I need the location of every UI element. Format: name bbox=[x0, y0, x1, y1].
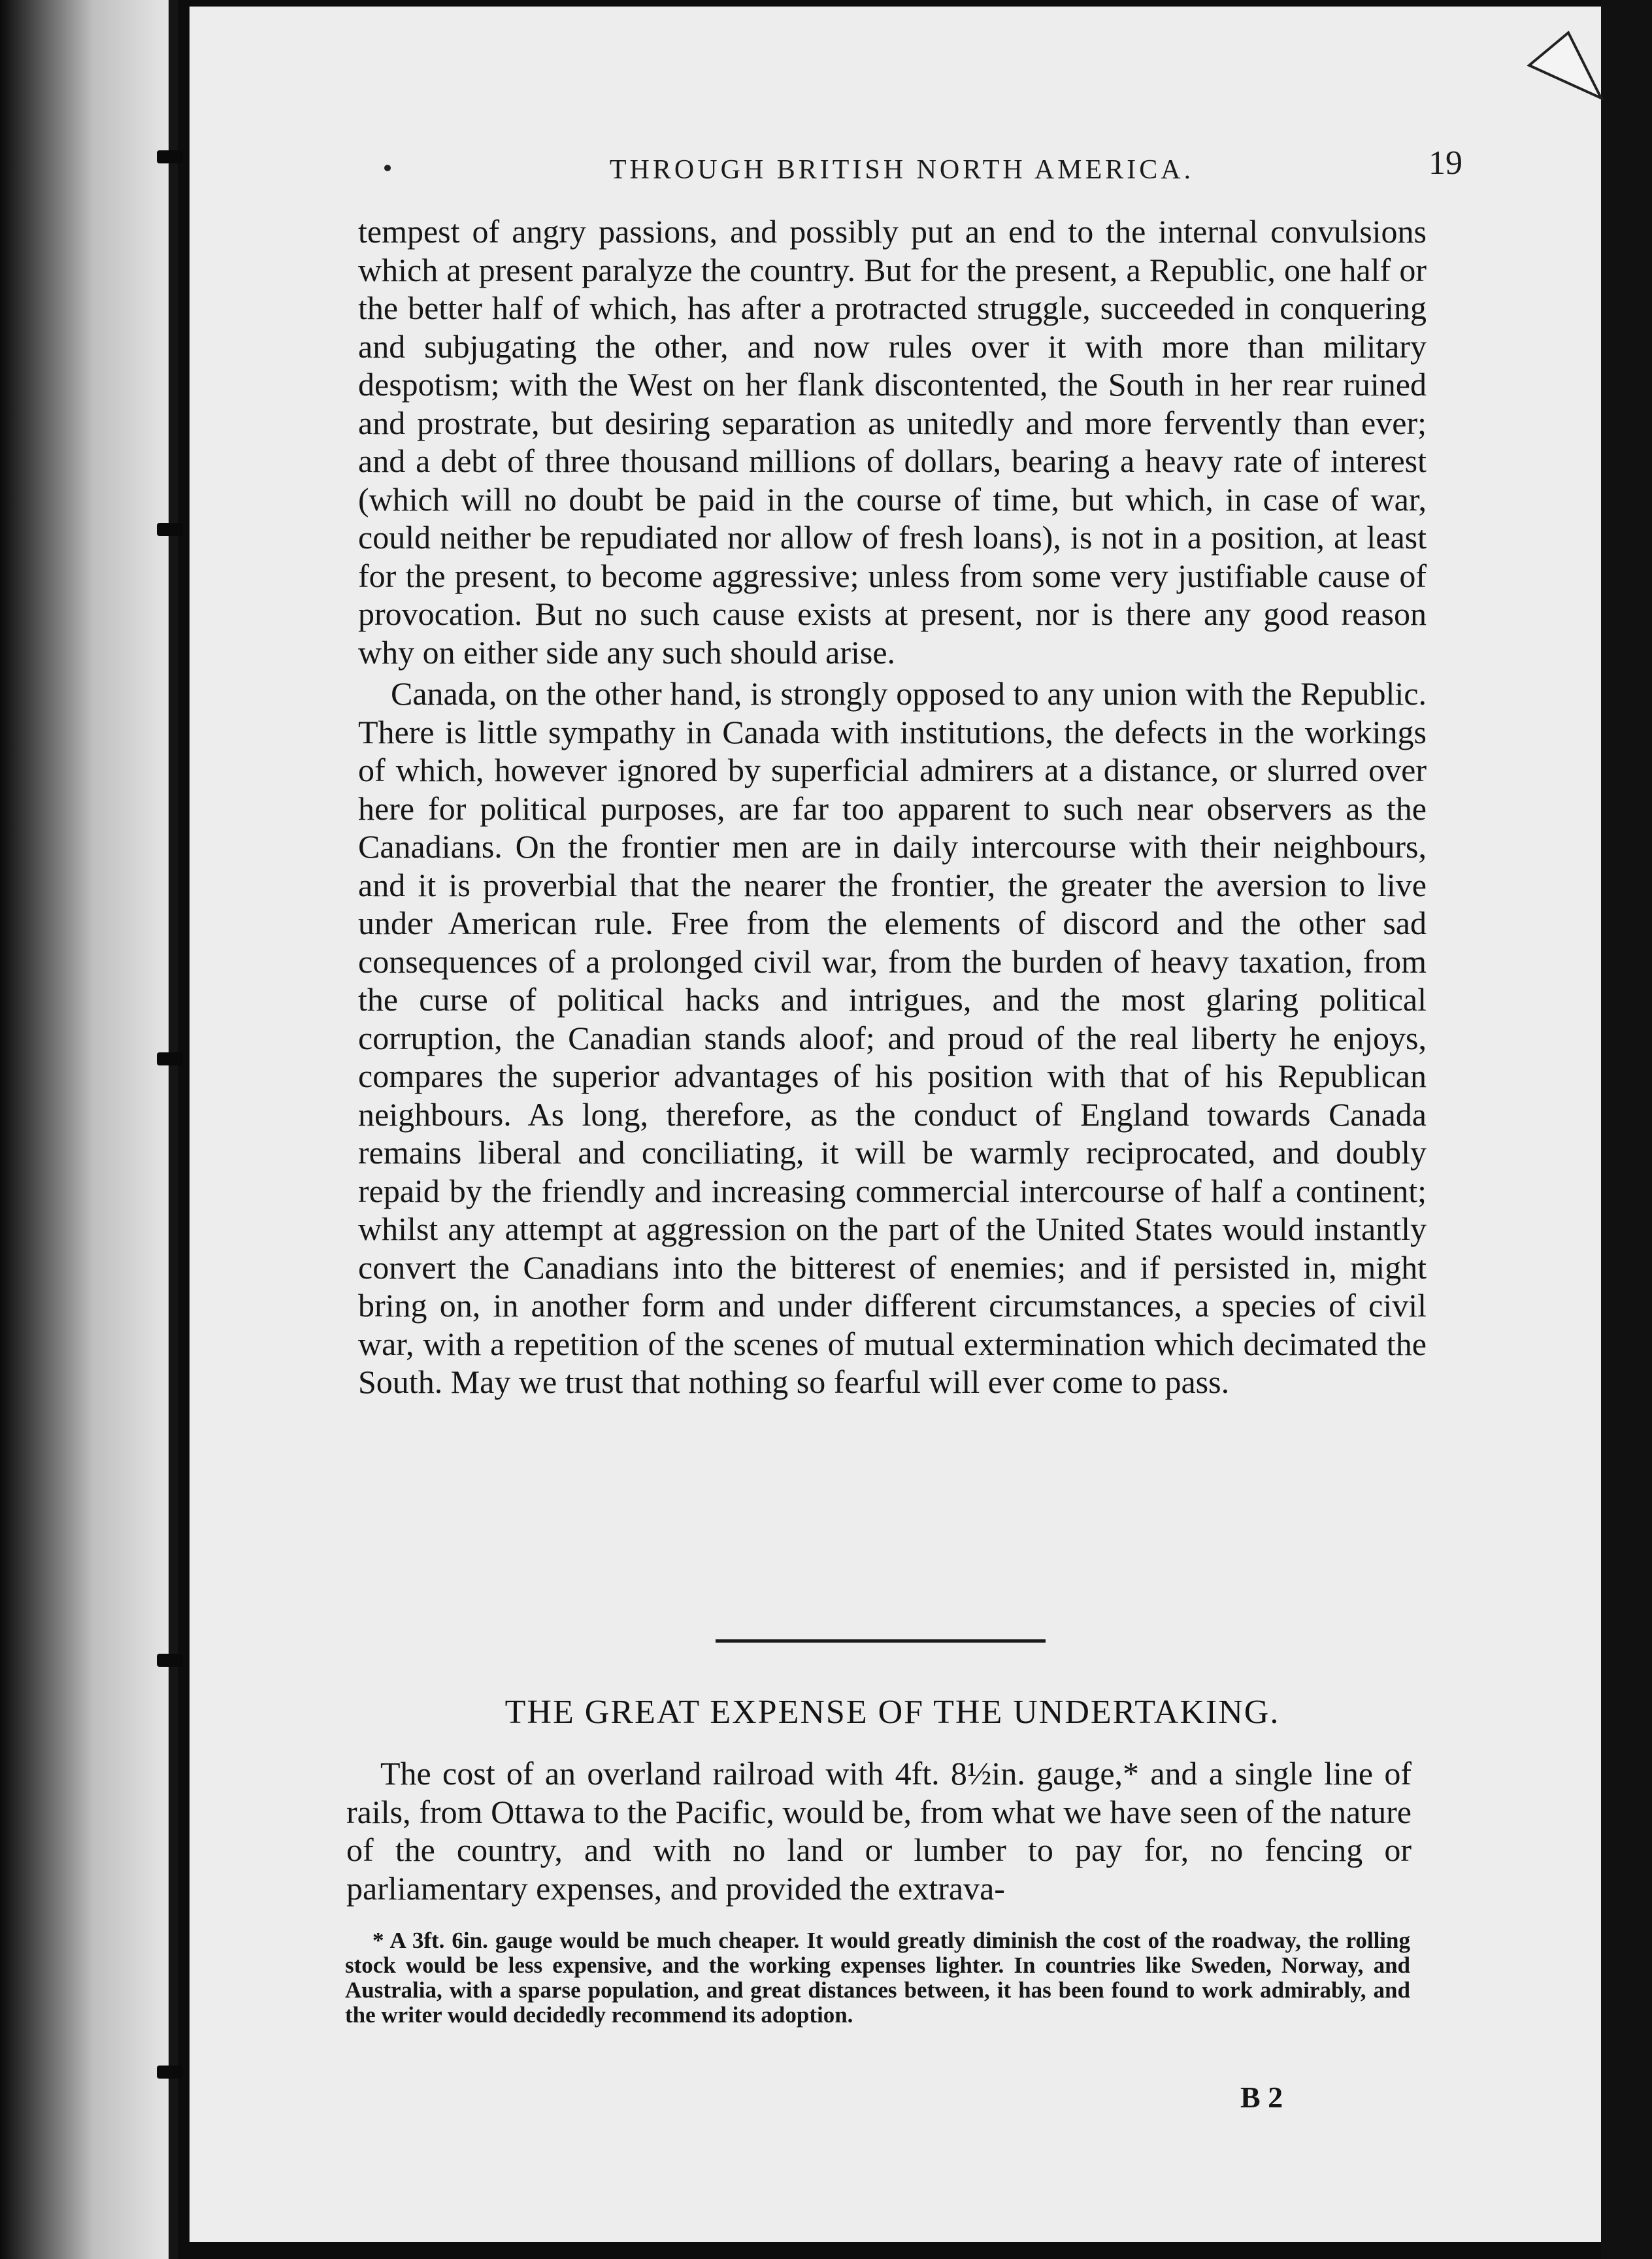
page-right-edge bbox=[1601, 0, 1652, 2259]
paragraph: The cost of an overland railroad with 4ft. 8½in. gauge,* and a single line of rails, from Ottawa to the Pacific, would be, from what we have seen of the nature of the country, and with no land or lumber to pay for, no fencing or parliamentary expenses, and provided the extrava- bbox=[346, 1755, 1412, 1907]
binding-line bbox=[169, 0, 178, 2259]
binding-stitch bbox=[157, 1052, 183, 1065]
section-divider bbox=[716, 1639, 1046, 1643]
section-body bbox=[346, 1754, 1412, 1907]
footnote-text: * A 3ft. 6in. gauge would be much cheaper. It would greatly diminish the cost of the roadway, the rolling stock would be less expensive, and the working expenses lighter. In countries like Sweden, Norway, and Australia, with a sparse population, and great distances between, it has been found to work admirably, and the writer would decidedly recommend its adoption. bbox=[345, 1928, 1410, 2028]
binding-stitch bbox=[157, 523, 183, 536]
binding-stitch bbox=[157, 2066, 183, 2079]
paragraph: tempest of angry passions, and possibly put an end to the internal convulsions which at present paralyze the country. But for the present, a Republic, one half or the better half of which, has after a protracted struggle, succeeded in conquering and subjugating the other, and now rules over it with more than military despotism; with the West on her flank discontented, the South in her rear ruined and prostrate, but desiring separation as unitedly and more fervently than ever; and a debt of three thousand millions of dollars, bearing a heavy rate of interest (which will no doubt be paid in the course of time, but which, in case of war, could neither be repudiated nor allow of fresh loans), is not in a position, at least for the present, to become aggressive; unless from some very justifiable cause of provocation. But no such cause exists at present, nor is there any good reason why on either side any such should arise. bbox=[358, 213, 1427, 671]
body-text bbox=[358, 212, 1427, 1401]
folded-corner-icon bbox=[1523, 26, 1608, 124]
paragraph: Canada, on the other hand, is strongly opposed to any union with the Republic. There is little sympathy in Canada with institutions, the defects in the workings of which, however ignored by superficial admirers at a distance, or slurred over here for political purposes, are far too apparent to such near observers as the Canadians. On the frontier men are in daily intercourse with their neighbours, and it is proverbial that the nearer the frontier, the greater the aversion to live under American rule. Free from the elements of discord and the other sad consequences of a prolonged civil war, from the burden of heavy taxation, from the curse of political hacks and intrigues, and the most glaring political corruption, the Canadian stands aloof; and proud of the real liberty he enjoys, compares the superior advantages of his position with that of his Republican neighbours. As long, therefore, as the conduct of England towards Canada remains liberal and conciliating, it will be warmly reciprocated, and doubly repaid by the friendly and increasing commercial intercourse of half a continent; whilst any attempt at aggression on the part of the United States would instantly convert the Canadians into the bitterest of enemies; and if persisted in, might bring on, in another form and under different circumstances, a species of civil war, with a repetition of the scenes of mutual extermination which decimated the South. May we trust that nothing so fearful will ever come to pass. bbox=[358, 675, 1427, 1400]
section-heading: THE GREAT EXPENSE OF THE UNDERTAKING. bbox=[504, 1694, 1280, 1731]
binding-stitch bbox=[157, 150, 183, 163]
binding-gutter bbox=[0, 0, 170, 2259]
binding-stitch bbox=[157, 1654, 183, 1667]
footnote bbox=[345, 1928, 1410, 2028]
page-number: 19 bbox=[1429, 144, 1462, 182]
signature-mark: B 2 bbox=[1240, 2081, 1283, 2114]
running-head: THROUGH BRITISH NORTH AMERICA. bbox=[609, 155, 1195, 185]
